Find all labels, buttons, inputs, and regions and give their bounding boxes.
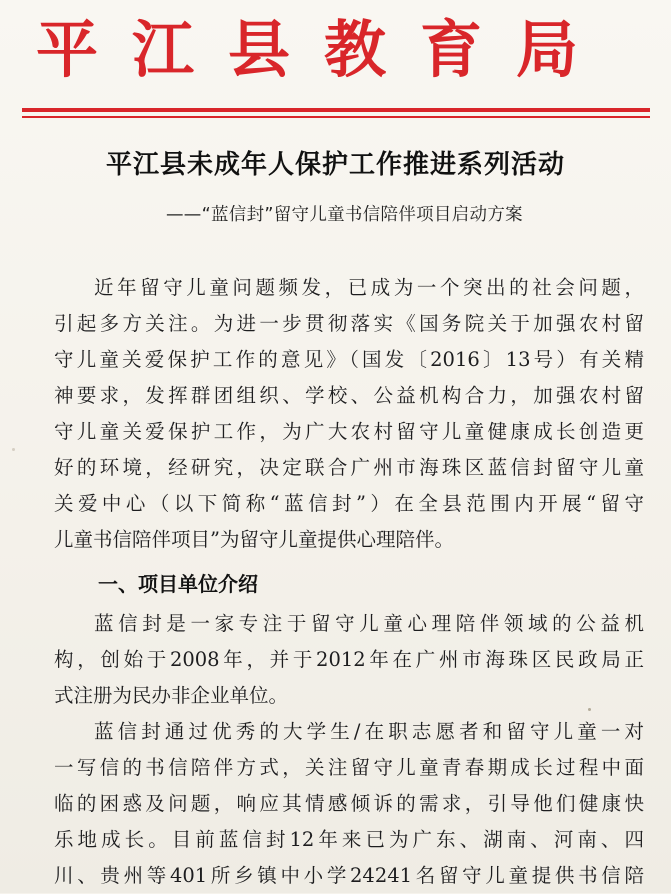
letterhead (0, 4, 671, 94)
document-title: 平江县未成年人保护工作推进系列活动 (105, 150, 565, 180)
text-line: 临的困惑及问题，响应其情感倾诉的需求，引导他们健康快 (54, 792, 644, 815)
text-line: 近年留守儿童问题频发，已成为一个突出的社会问题， (94, 276, 644, 299)
text-line: 守儿童关爱保护工作，为广大农村留守儿童健康成长创造更 (54, 420, 644, 443)
text-line: 好的环境，经研究，决定联合广州市海珠区蓝信封留守儿童 (54, 456, 644, 479)
section-heading-project-unit: 一、项目单位介绍 (98, 572, 258, 596)
text-line: 式注册为民办非企业单位。 (54, 684, 289, 707)
letterhead-rule-thin (22, 116, 650, 118)
document-subtitle: ——“蓝信封”留守儿童书信陪伴项目启动方案 (166, 205, 523, 225)
text-line: 守儿童关爱保护工作的意见》（国发〔2016〕13号）有关精 (54, 348, 644, 371)
letterhead-rule-thick (22, 108, 650, 112)
text-line: 儿童书信陪伴项目”为留守儿童提供心理陪伴。 (54, 528, 454, 551)
text-line: 蓝信封是一家专注于留守儿童心理陪伴领域的公益机 (94, 612, 644, 635)
text-line: 关爱中心（以下简称“蓝信封”）在全县范围内开展“留守 (54, 492, 644, 515)
paragraph-intro (54, 270, 644, 558)
text-line: 乐地成长。目前蓝信封12年来已为广东、湖南、河南、四 (54, 828, 644, 851)
text-line: 神要求，发挥群团组织、学校、公益机构合力，加强农村留 (54, 384, 644, 407)
text-line: 一写信的书信陪伴方式，关注留守儿童青春期成长过程中面 (54, 756, 644, 779)
text-line: 引起多方关注。为进一步贯彻落实《国务院关于加强农村留 (54, 312, 644, 335)
paper-speck (588, 708, 591, 711)
paragraph-method (54, 714, 644, 894)
text-line: 蓝信封通过优秀的大学生/在职志愿者和留守儿童一对 (94, 720, 644, 743)
letterhead-org-name: 平江县教育局 (36, 13, 613, 86)
text-line: 构，创始于2008年，并于2012年在广州市海珠区民政局正 (54, 648, 644, 671)
paragraph-org-intro (54, 606, 644, 714)
paper-speck (12, 448, 15, 451)
text-line: 川、贵州等401所乡镇中小学24241名留守儿童提供书信陪 (54, 864, 644, 887)
